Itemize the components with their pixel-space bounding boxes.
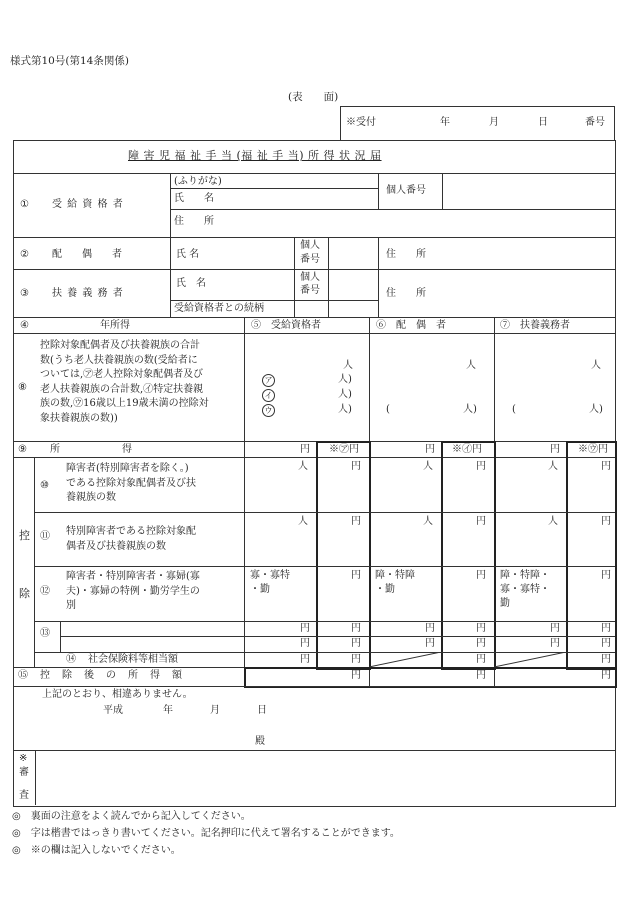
row12-c6-yen: 円: [476, 570, 486, 581]
review-c1: 審: [19, 767, 29, 778]
row10-c5-person: 人: [298, 461, 308, 472]
form-title: 障 害 児 福 祉 手 当 (福 祉 手 当) 所 得 状 況 届: [128, 149, 382, 162]
row2-label: 配 偶 者: [52, 249, 122, 260]
date-month: 月: [210, 705, 220, 716]
row3-kojin1: 個人: [300, 272, 320, 283]
review-mark: ※: [19, 753, 28, 764]
row3-relation: 受給資格者との続柄: [174, 303, 264, 314]
head-c7: ⑦ 扶養義務者: [500, 320, 570, 331]
date-day: 日: [257, 705, 267, 716]
row10-c6-person: 人: [423, 461, 433, 472]
row14-num: ⑭: [66, 654, 76, 665]
row13b-c6: 円: [425, 638, 435, 649]
row12-c5b: ・勤: [250, 584, 270, 595]
form-id: 様式第10号(第14条関係): [10, 55, 129, 67]
row11-c7-person: 人: [548, 516, 558, 527]
note-3: ◎ ※の欄は記入しないでください。: [12, 845, 181, 856]
row8-c6-open: (: [386, 404, 390, 415]
row10-text: 障害者(特別障害者を除く。) である控除対象配偶者及び扶 養親族の数: [66, 463, 196, 503]
row13a-c7: 円: [550, 623, 560, 634]
addressee: 殿: [255, 736, 265, 747]
row12-c5a: 寡・寡特: [250, 570, 290, 581]
row9-c5-mark: ※㋐円: [329, 444, 359, 455]
row9-num: ⑨: [18, 444, 27, 455]
row12-c6b: ・勤: [375, 584, 395, 595]
reception-day: 日: [538, 117, 548, 128]
row10-c7-person: 人: [548, 461, 558, 472]
row13b-c7: 円: [550, 638, 560, 649]
row8-c5-i: 人): [338, 389, 352, 400]
row15-c7: 円: [601, 670, 611, 681]
row1-name: 氏 名: [174, 193, 214, 204]
koujo-1: 控: [19, 529, 30, 542]
row1-kojin: 個人番号: [386, 185, 426, 196]
circle-a: ア: [262, 374, 275, 387]
row14-c5: 円: [300, 654, 310, 665]
row13a-c6b: 円: [476, 623, 486, 634]
reception-mark: ※受付: [346, 117, 376, 128]
review-c2: 査: [19, 790, 29, 801]
row11-text: 特別障害者である控除対象配 偶者及び扶養親族の数: [66, 526, 196, 552]
row9-label: 所 得: [50, 444, 134, 455]
row14-c6-diagonal: [369, 652, 441, 667]
row2-num: ②: [20, 249, 29, 260]
row13a-c5b: 円: [351, 623, 361, 634]
row8-c6-person: 人: [466, 360, 476, 371]
declaration: 上記のとおり、相違ありません。: [42, 689, 193, 700]
row8-c7-close: 人): [589, 404, 603, 415]
row9-c5-yen: 円: [300, 444, 310, 455]
row10-num: ⑩: [40, 480, 49, 491]
reception-year: 年: [440, 117, 450, 128]
note-1: ◎ 裏面の注意をよく読んでから記入してください。: [12, 811, 251, 822]
reception-number: 番号: [585, 117, 605, 128]
row1-label: 受 給 資 格 者: [52, 199, 124, 210]
row9-c7-yen: 円: [550, 444, 560, 455]
row12-c7-yen: 円: [601, 570, 611, 581]
row3-address: 住 所: [386, 288, 426, 299]
row8-c5-a: 人): [338, 374, 352, 385]
row13a-c6: 円: [425, 623, 435, 634]
side-label: (表 面): [288, 91, 339, 103]
row8-c7-person: 人: [591, 360, 601, 371]
row9-c6-yen: 円: [425, 444, 435, 455]
row12-c7c: 勤: [500, 598, 510, 609]
row10-c7-yen: 円: [601, 461, 611, 472]
circle-u: ウ: [262, 404, 275, 417]
row14-c5b: 円: [351, 654, 361, 665]
row11-c5-yen: 円: [351, 516, 361, 527]
row9-c6-mark: ※㋑円: [452, 444, 482, 455]
row15-box: [244, 667, 617, 688]
row3-kojin2: 番号: [300, 285, 320, 296]
row14-c6b: 円: [476, 654, 486, 665]
date-era: 平成: [103, 705, 123, 716]
row15-label: 控 除 後 の 所 得 額: [40, 670, 183, 681]
row8-c6-close: 人): [463, 404, 477, 415]
row12-num: ⑫: [40, 586, 50, 597]
row3-name: 氏 名: [176, 278, 206, 289]
row8-c7-open: (: [512, 404, 516, 415]
row8-c5-person: 人: [343, 360, 353, 371]
row14-c7b: 円: [601, 654, 611, 665]
row13a-c5: 円: [300, 623, 310, 634]
row12-c7b: 寡・寡特・: [500, 584, 550, 595]
row2-kojin1: 個人: [300, 240, 320, 251]
row8-num: ⑧: [18, 382, 27, 393]
date-year: 年: [163, 705, 173, 716]
row8-text: 控除対象配偶者及び扶養親族の合計 数(うち老人扶養親族の数(受給者に ついては,㋐老人控除対象配偶者及び 老人扶養親族の合計数,㋑特定扶養親 族の数,㋒16歳以上19歳未満の控除対 象扶養親族の数)): [40, 340, 209, 424]
row1-num: ①: [20, 199, 29, 210]
row14-label: 社会保険料等相当額: [88, 654, 178, 665]
row13b-c7b: 円: [601, 638, 611, 649]
row2-address: 住 所: [386, 249, 426, 260]
row13b-c5b: 円: [351, 638, 361, 649]
row8-c5-u: 人): [338, 404, 352, 415]
row11-c5-person: 人: [298, 516, 308, 527]
row11-c6-person: 人: [423, 516, 433, 527]
row13-num: ⑬: [40, 628, 50, 639]
row2-kojin2: 番号: [300, 254, 320, 265]
row15-num: ⑮: [18, 670, 28, 681]
row3-label: 扶 養 義 務 者: [52, 288, 124, 299]
row13b-c5: 円: [300, 638, 310, 649]
row15-c5: 円: [351, 670, 361, 681]
row3-num: ③: [20, 288, 29, 299]
row9-c7-mark: ※㋒円: [578, 444, 608, 455]
row14-c7-diagonal: [494, 652, 566, 667]
row11-num: ⑪: [40, 531, 50, 542]
row12-c5-yen: 円: [351, 570, 361, 581]
head-label: 年所得: [100, 320, 130, 331]
row1-address: 住 所: [174, 216, 214, 227]
reception-month: 月: [489, 117, 499, 128]
row13b-c6b: 円: [476, 638, 486, 649]
koujo-2: 除: [19, 587, 30, 600]
row12-text: 障害者・特別障害者・寡婦(寡 夫)・寡婦の特例・勤労学生の 別: [66, 571, 200, 611]
row11-c7-yen: 円: [601, 516, 611, 527]
row1-furigana: (ふりがな): [174, 176, 222, 187]
head-c5: ⑤ 受給資格者: [251, 320, 321, 331]
row2-name: 氏 名: [176, 249, 200, 260]
circle-i: イ: [262, 389, 275, 402]
note-2: ◎ 字は楷書ではっきり書いてください。記名押印に代えて署名することができます。: [12, 828, 400, 839]
head-c6: ⑥ 配 偶 者: [376, 320, 446, 331]
row11-c6-yen: 円: [476, 516, 486, 527]
row13a-c7b: 円: [601, 623, 611, 634]
row10-c6-yen: 円: [476, 461, 486, 472]
row10-c5-yen: 円: [351, 461, 361, 472]
row12-c7a: 障・特障・: [500, 570, 550, 581]
row12-c6a: 障・特障: [375, 570, 415, 581]
head-num: ④: [20, 320, 29, 331]
row15-c6: 円: [476, 670, 486, 681]
